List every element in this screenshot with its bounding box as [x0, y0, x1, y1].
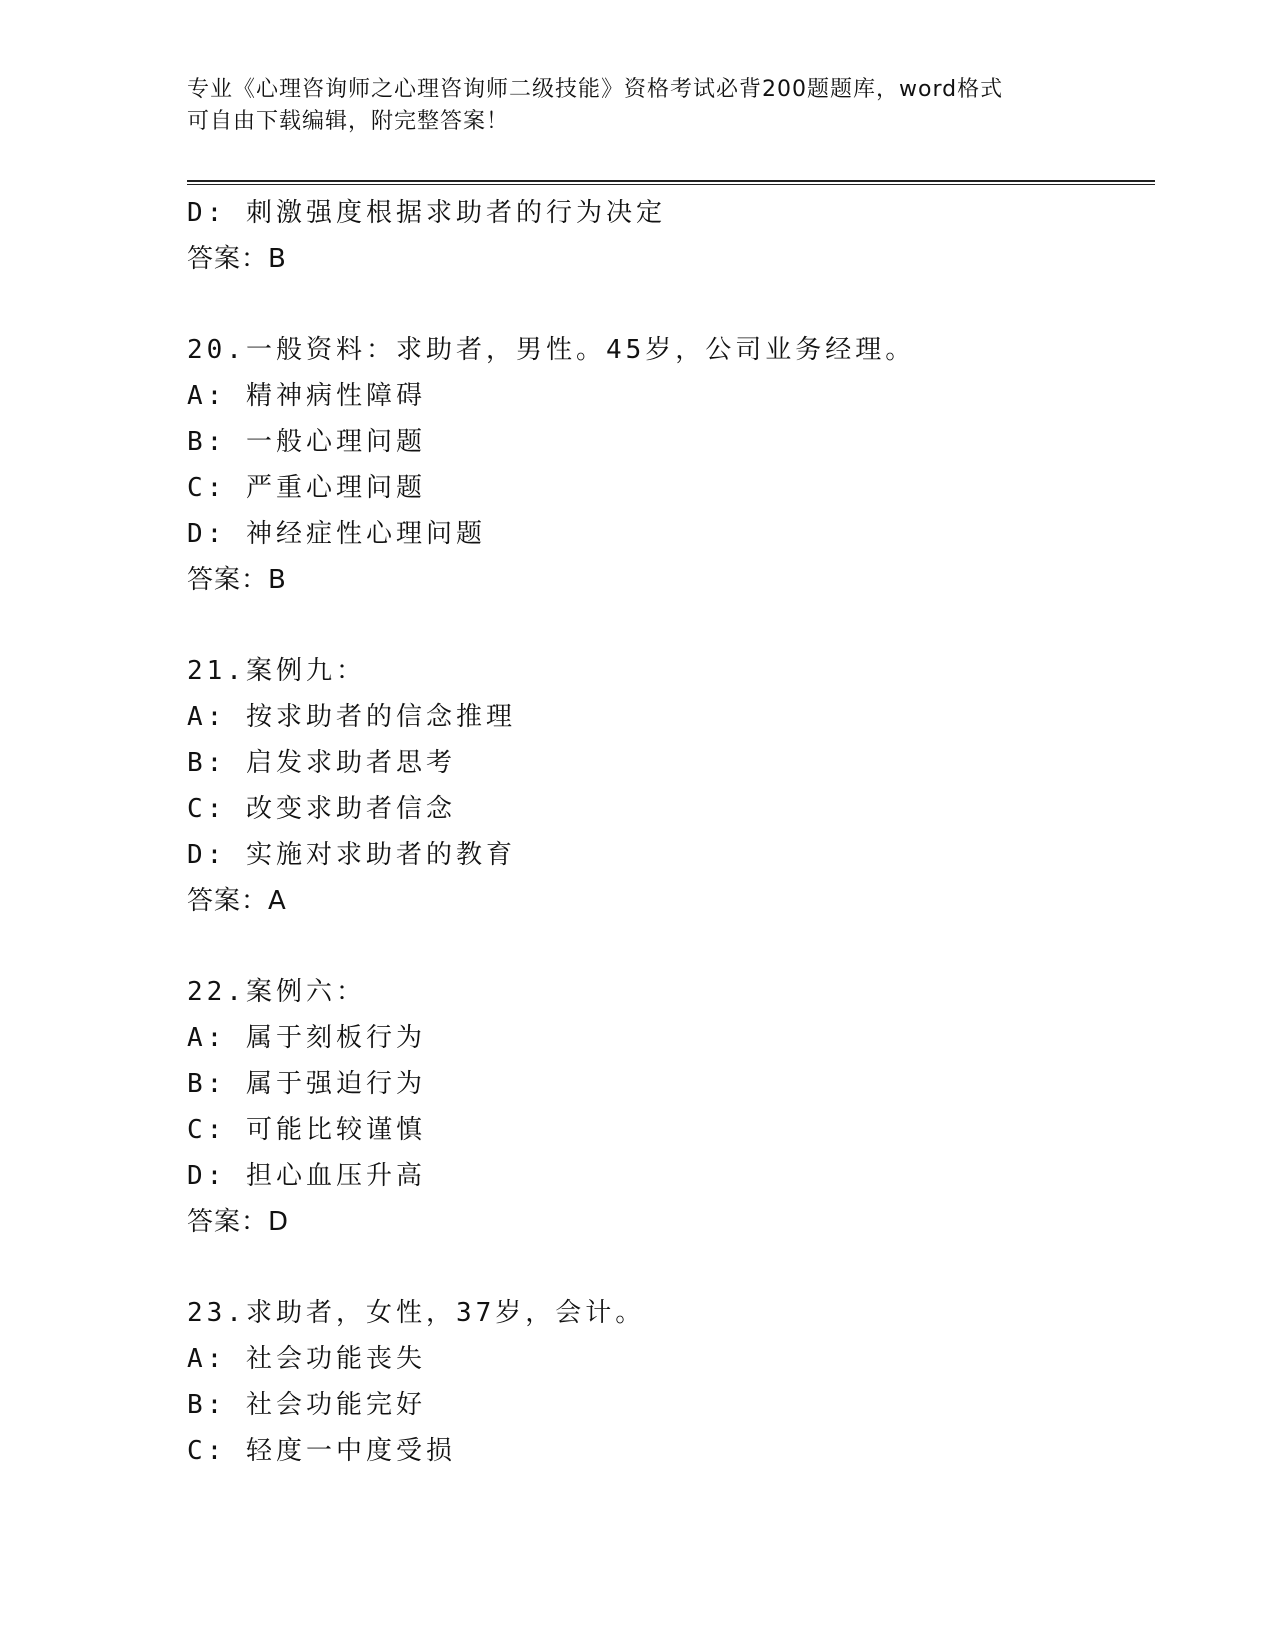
question-20	[187, 327, 1147, 603]
option-a: A: 按求助者的信念推理	[187, 702, 516, 732]
option-c: C: 改变求助者信念	[187, 794, 456, 824]
option-b: B: 属于强迫行为	[187, 1069, 426, 1099]
option-a: A: 社会功能丧失	[187, 1344, 426, 1374]
answer-line: 答案：A	[187, 886, 287, 916]
question-23	[187, 1290, 1147, 1474]
spacer	[187, 282, 1147, 327]
answer-line: 答案：B	[187, 244, 287, 274]
spacer	[187, 1245, 1147, 1290]
spacer	[187, 603, 1147, 648]
option-d: D: 刺激强度根据求助者的行为决定	[187, 198, 666, 228]
question-stem: 20.一般资料：求助者，男性。45岁，公司业务经理。	[187, 335, 916, 365]
option-d: D: 神经症性心理问题	[187, 519, 486, 549]
document-header	[187, 74, 1087, 138]
header-title-line-2: 可自由下载编辑，附完整答案！	[187, 109, 510, 134]
answer-line: 答案：D	[187, 1207, 290, 1237]
header-divider-thick	[187, 180, 1155, 182]
question-22	[187, 969, 1147, 1245]
option-b: B: 启发求助者思考	[187, 748, 456, 778]
question-21	[187, 648, 1147, 924]
option-b: B: 社会功能完好	[187, 1390, 426, 1420]
option-c: C: 可能比较谨慎	[187, 1115, 426, 1145]
option-c: C: 严重心理问题	[187, 473, 426, 503]
question-stem: 22.案例六：	[187, 977, 366, 1007]
question-stem: 23.求助者，女性，37岁，会计。	[187, 1298, 646, 1328]
option-a: A: 属于刻板行为	[187, 1023, 426, 1053]
spacer	[187, 924, 1147, 969]
option-c: C: 轻度一中度受损	[187, 1436, 456, 1466]
question-stem: 21.案例九：	[187, 656, 366, 686]
option-b: B: 一般心理问题	[187, 427, 426, 457]
answer-line: 答案：B	[187, 565, 287, 595]
option-d: D: 担心血压升高	[187, 1161, 426, 1191]
header-title-line-1: 专业《心理咨询师之心理咨询师二级技能》资格考试必背200题题库，word格式	[187, 77, 1004, 102]
question-list	[187, 190, 1147, 1474]
option-a: A: 精神病性障碍	[187, 381, 426, 411]
header-divider-thin	[187, 184, 1155, 185]
option-d: D: 实施对求助者的教育	[187, 840, 516, 870]
